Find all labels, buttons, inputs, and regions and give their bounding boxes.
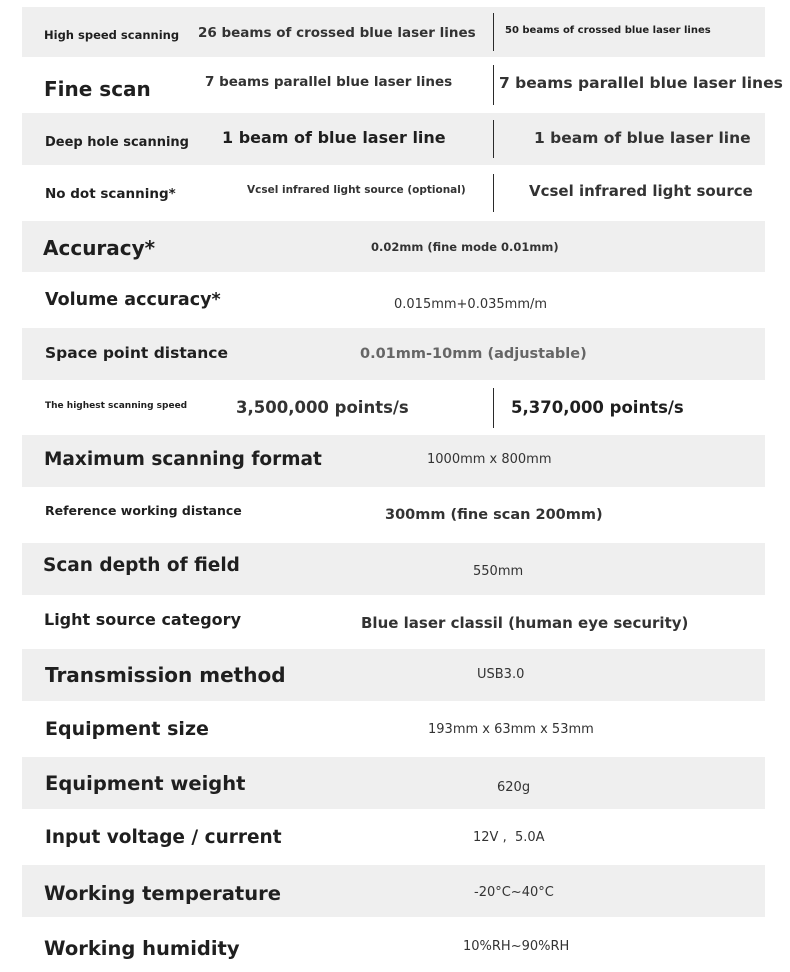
spec-value: -20°C~40°C <box>474 885 554 900</box>
spec-label: High speed scanning <box>44 28 180 42</box>
spec-value: Blue laser classil (human eye security) <box>361 614 689 632</box>
spec-label: No dot scanning* <box>45 186 176 202</box>
spec-value: 0.015mm+0.035mm/m <box>394 297 548 312</box>
spec-value-standard: 26 beams of crossed blue laser lines <box>198 25 476 41</box>
spec-label: Transmission method <box>45 663 286 687</box>
column-divider <box>493 174 494 212</box>
column-divider <box>493 388 494 428</box>
spec-label: Equipment size <box>45 718 209 740</box>
spec-value-standard: 7 beams parallel blue laser lines <box>205 74 453 90</box>
spec-label: Scan depth of field <box>43 555 240 576</box>
spec-value: 0.01mm-10mm (adjustable) <box>360 346 587 362</box>
column-divider <box>493 65 494 105</box>
spec-value: 12V , 5.0A <box>473 830 545 845</box>
spec-value-pro: 7 beams parallel blue laser lines <box>499 74 783 92</box>
spec-label: Reference working distance <box>45 503 242 518</box>
spec-value-standard: 1 beam of blue laser line <box>222 128 446 147</box>
spec-value-pro: Vcsel infrared light source <box>529 182 753 200</box>
spec-label: Equipment weight <box>45 772 246 795</box>
spec-value: USB3.0 <box>477 667 525 682</box>
spec-label: Deep hole scanning <box>45 135 189 150</box>
spec-value: 300mm (fine scan 200mm) <box>385 507 603 523</box>
spec-label: Space point distance <box>45 344 228 362</box>
spec-value: 10%RH~90%RH <box>463 939 570 954</box>
spec-label: The highest scanning speed <box>45 401 188 411</box>
spec-label: Input voltage / current <box>45 827 282 848</box>
spec-value: 550mm <box>473 564 524 579</box>
spec-value-standard: Vcsel infrared light source (optional) <box>247 184 466 196</box>
column-divider <box>493 120 494 158</box>
spec-label: Maximum scanning format <box>44 449 322 470</box>
spec-label: Accuracy* <box>43 236 156 260</box>
spec-value-standard: 3,500,000 points/s <box>236 398 409 417</box>
spec-label: Light source category <box>44 610 241 629</box>
spec-label: Working temperature <box>44 882 281 905</box>
column-divider <box>493 13 494 51</box>
spec-value-pro: 50 beams of crossed blue laser lines <box>505 25 711 36</box>
spec-label: Volume accuracy* <box>45 290 221 310</box>
spec-label: Working humidity <box>44 937 240 960</box>
spec-value: 0.02mm (fine mode 0.01mm) <box>371 240 559 254</box>
spec-value-pro: 1 beam of blue laser line <box>534 129 751 147</box>
spec-value: 1000mm x 800mm <box>427 452 552 467</box>
spec-value: 193mm x 63mm x 53mm <box>428 722 594 737</box>
spec-value-pro: 5,370,000 points/s <box>511 398 684 417</box>
spec-value: 620g <box>497 780 531 795</box>
spec-label: Fine scan <box>44 77 151 101</box>
